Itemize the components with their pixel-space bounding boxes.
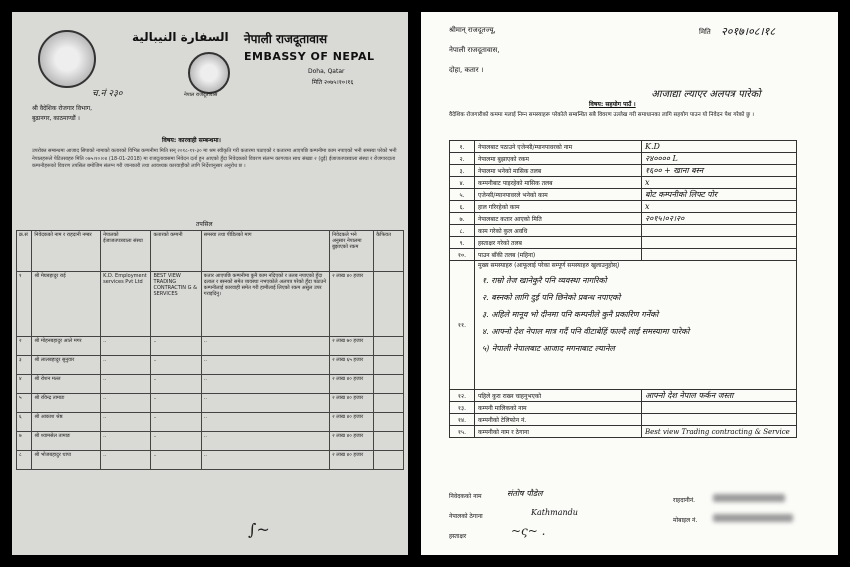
address-value[interactable]: Kathmandu	[531, 508, 578, 517]
form-row	[450, 237, 797, 249]
form-row	[450, 177, 797, 189]
form-row	[450, 153, 797, 165]
row15-value[interactable]: Best view Trading contracting & Service	[642, 426, 797, 438]
row-no: ८.	[450, 225, 475, 237]
cell-amount: २ लाख ४० हजार	[330, 413, 374, 432]
cell-problem: ..	[201, 451, 329, 470]
emblem-caption: नेपाल राजदूतावास	[184, 92, 218, 98]
row-value[interactable]: x	[642, 177, 797, 189]
cell-sn: ६	[17, 413, 32, 432]
row-no: १.	[450, 141, 475, 153]
col-remarks: कैफियत	[374, 231, 404, 272]
cell-amount: २ लाख ४० हजार	[330, 375, 374, 394]
details-table	[449, 140, 797, 438]
complaint-table	[16, 230, 404, 470]
cell-remarks	[374, 394, 404, 413]
cell-company: ..	[151, 356, 201, 375]
row-no: २.	[450, 153, 475, 165]
row-value[interactable]: K.D	[642, 141, 797, 153]
row-label: कम्पनीबाट पाइरहेको मासिक तलब	[475, 177, 642, 189]
cell-agency: ..	[101, 375, 151, 394]
signature-label: हस्ताक्षर	[449, 533, 467, 540]
to-line3: दोहा, कतार ।	[449, 66, 484, 74]
problem-line: १. राम्रो तेज खानेकुरै पनि व्यवस्था नागरिको	[482, 276, 607, 285]
letter-subject: विषय: कारवाही सम्बन्धमा।	[162, 137, 221, 144]
cell-agency: ..	[101, 394, 151, 413]
row12-no: १२.	[450, 390, 475, 402]
row13-no: १३.	[450, 402, 475, 414]
cell-amount: २ लाख ४० हजार	[330, 432, 374, 451]
cell-company: ..	[151, 432, 201, 451]
cell-agency: ..	[101, 432, 151, 451]
row12-label: पहिले कुरा राख्न चाहनुभएको	[475, 390, 642, 402]
cell-amount: २ लाख ४० हजार	[330, 451, 374, 470]
header-english: EMBASSY OF NEPAL	[244, 50, 375, 63]
cell-company: BEST VIEW TRADING CONTRACTIN G & SERVICES	[151, 272, 201, 337]
cell-agency: ..	[101, 356, 151, 375]
problems-label: मुख्य समस्याहरु (आफूलाई परेका सम्पूर्ण समस्याहरु खुलाउनुहोस्)	[478, 262, 620, 269]
cell-remarks	[374, 337, 404, 356]
row-label: नेपालबाट पठाउने एजेन्सी/म्यानपावरको नाम	[475, 141, 642, 153]
cell-remarks	[374, 413, 404, 432]
official-signature: ∫~	[248, 520, 270, 539]
cell-problem: ..	[201, 337, 329, 356]
row-value[interactable]	[642, 237, 797, 249]
mobile-label: मोबाइल नं.	[673, 517, 698, 524]
row-no: ४.	[450, 177, 475, 189]
cell-remarks	[374, 356, 404, 375]
cell-name: श्री श्यामसेल तामाङ	[32, 432, 101, 451]
cell-sn: ३	[17, 356, 32, 375]
col-agency: नेपालको ईजाजतपत्रवाला संस्था	[101, 231, 151, 272]
cell-agency: ..	[101, 451, 151, 470]
row-value[interactable]: x	[642, 201, 797, 213]
row-label: एजेन्सी/म्यानपावरले भनेको काम	[475, 189, 642, 201]
addressee-line1: श्री वैदेशिक रोजगार विभाग,	[32, 105, 93, 112]
cell-problem: ..	[201, 375, 329, 394]
letter-body: उपरोक्त सम्बन्धमा आजाद सिपाको नामाको कतारको विभिन्न कम्पनीमा मिति सन् २०१८-११-३० मा श्रम स्वीकृति गरी कतारमा पठाएको र कतारमा आएपछि कम्पनीमा काम नपाएको भनी समस्या परेको भनी नेपालहरूले पेटितसाहरु मिति ०७५।१०।०४ (18-01-2018) मा राजदूतावासमा निवेदन दर्ता हुन आएको हुँदा निवेदकको विवरण संलग्न कागजात साथ संख्या २ (दुई) ईजाजतपत्रवाला संस्था र रोजगारदाता कम्पनीहरूको विवरण तपसिल बमोजिम संलग्न गरी जानकारी तथा आवश्यक कारवाहीको लागि निर्देशानुसार अनुरोध छ ।	[32, 148, 397, 169]
row-no: ३.	[450, 165, 475, 177]
form-row	[450, 213, 797, 225]
cell-remarks	[374, 375, 404, 394]
cell-amount: २ लाख ४० हजार	[330, 272, 374, 337]
problem-line: ४. आफ्नो देश नेपाल मात्र गर्दै पनि वीटाबेहिं फाल्दै लाई समस्यामा पारेको	[482, 327, 690, 336]
form-row	[450, 201, 797, 213]
table-row	[17, 272, 404, 337]
cell-problem: ..	[201, 356, 329, 375]
row-no: ६.	[450, 201, 475, 213]
cell-problem: ..	[201, 432, 329, 451]
table-row	[17, 337, 404, 356]
row-no: १०.	[450, 249, 475, 261]
row15-no: १५.	[450, 426, 475, 438]
addressee-line2: बुढानगर, काठमाण्डौं ।	[32, 115, 80, 122]
cell-problem: कतार आएपछि कम्पनीमा कुनै काम नदिएको र तलब नपाएको हुँदा दलाल र बस्नको समेत व्यवस्था नभएकोले अलपत्र परेको हुँदा पठाउने कम्पनीलाई कारवाही समेत गरी हामीलाई लिएको रकम असुल उपर गराइदिनु।	[201, 272, 329, 337]
cell-amount: २ लाख ६५ हजार	[330, 356, 374, 375]
problem-line: ५) नेपाली नेपालबाट आजाद मगनाबाट ल्यानेल	[482, 344, 615, 353]
row14-label: कम्पनीको टेलिफोन नं.	[475, 414, 642, 426]
row-value[interactable]	[642, 249, 797, 261]
form-row	[450, 189, 797, 201]
row-label: काम गरेको कुल अवधि	[475, 225, 642, 237]
cell-remarks	[374, 272, 404, 337]
table-row	[17, 356, 404, 375]
nepal-emblem-left	[38, 30, 96, 88]
row15-label: कम्पनीको नाम र ठेगाना	[475, 426, 642, 438]
col-company: कतारको कम्पनी	[151, 231, 201, 272]
location: Doha, Qatar	[308, 68, 345, 75]
table-row	[17, 413, 404, 432]
row-value[interactable]	[642, 225, 797, 237]
form-row	[450, 165, 797, 177]
cell-amount: २ लाख ४० हजार	[330, 394, 374, 413]
row12-value[interactable]: आफ्नो देश नेपाल फर्कन जस्ता	[642, 390, 797, 402]
col-name: निवेदकको नाम र राहदानी नम्बर	[32, 231, 101, 272]
problems-list	[478, 275, 793, 354]
cell-name: श्री लालबहादुर सुनुवार	[32, 356, 101, 375]
tapsil-label: तपसिल	[196, 221, 213, 228]
cell-agency: ..	[101, 337, 151, 356]
row-value[interactable]: २४०००० L	[642, 153, 797, 165]
col-problem: समस्या तथा पीडितको माग	[201, 231, 329, 272]
problems-cell	[475, 261, 797, 390]
row-value[interactable]: १६०० + खाना बस्न	[642, 165, 797, 177]
problem-line: ३. अहिले मानूव भो दीनमा पनि कम्पनीले कुनै प्रकारिण गर्नेको	[482, 310, 659, 319]
cell-sn: १	[17, 272, 32, 337]
handwritten-subject: आजाद्या ल्याएर अलपत्र पारेको	[651, 89, 761, 100]
cell-sn: ४	[17, 375, 32, 394]
form-subject: विषय: सहयोग पाउँ ।	[589, 101, 636, 108]
row-value[interactable]: २०१५।०२।२०	[642, 213, 797, 225]
cell-amount: २ लाख ७० हजार	[330, 337, 374, 356]
applicant-label: निवेदकको नाम	[449, 493, 482, 500]
applicant-value[interactable]: संतोष पौडेल	[507, 489, 543, 498]
form-row	[450, 249, 797, 261]
cell-sn: २	[17, 337, 32, 356]
embassy-letter	[12, 12, 408, 555]
cell-company: ..	[151, 337, 201, 356]
ref-number: च.नं २३०	[92, 89, 123, 99]
to-line2: नेपाली राजदूतावास,	[449, 46, 500, 54]
cell-company: ..	[151, 375, 201, 394]
date-label: मिति	[699, 28, 711, 36]
row13-value[interactable]	[642, 402, 797, 414]
row-no: ७.	[450, 213, 475, 225]
date-value: २०१७।०८।१८	[721, 25, 776, 38]
header-arabic: السفارة النيبالية	[132, 30, 229, 44]
cell-remarks	[374, 432, 404, 451]
cell-sn: ५	[17, 394, 32, 413]
row14-no: १४.	[450, 414, 475, 426]
row13-label: कम्पनी मालिकको नाम	[475, 402, 642, 414]
cell-name: श्री मोहनबहादुर आले मगर	[32, 337, 101, 356]
applicant-signature: ~ς~ .	[511, 524, 546, 538]
letter-date: मिति २०७५।१०।१६	[312, 79, 354, 86]
cell-sn: ७	[17, 432, 32, 451]
row-label: नेपालबाट कतार आएको मिति	[475, 213, 642, 225]
form-intro: वैदेशिक रोजगारीको कममा मलाई निम्न समस्याहरू परेकोले सम्बन्धित सबै विवरण उल्लेख गरी समाधानका लागि सहयोग पाउन यो निवेदन पेश गरेको छु ।	[449, 112, 754, 118]
row-label: हाल गरिरहेको काम	[475, 201, 642, 213]
table-row	[17, 451, 404, 470]
table-row	[17, 375, 404, 394]
passport-redacted	[713, 494, 785, 502]
row-value[interactable]: बोट कम्पनीको लिफ्ट पोर	[642, 189, 797, 201]
row-no: ९.	[450, 237, 475, 249]
cell-name: श्री आकाश श्रेष्ठ	[32, 413, 101, 432]
cell-company: ..	[151, 451, 201, 470]
col-amount: निवेदकले भने अनुसार नेपालमा बुझाएको रकम	[330, 231, 374, 272]
row14-value[interactable]	[642, 414, 797, 426]
row-label: नेपालमा बुझाएको रकम	[475, 153, 642, 165]
to-line1: श्रीमान् राजदूतज्यू,	[449, 26, 496, 34]
row11-no: ११.	[450, 261, 475, 390]
passport-label: राहदानीनं.	[673, 497, 696, 504]
table-row	[17, 394, 404, 413]
col-sn: क्र.सं	[17, 231, 32, 272]
cell-agency: K.D. Employment services Pvt Ltd	[101, 272, 151, 337]
table-row	[17, 432, 404, 451]
mobile-redacted	[713, 514, 793, 522]
cell-agency: ..	[101, 413, 151, 432]
cell-name: श्री रोशन मल्ल	[32, 375, 101, 394]
cell-problem: ..	[201, 413, 329, 432]
cell-remarks	[374, 451, 404, 470]
cell-sn: ८	[17, 451, 32, 470]
row-label: नेपालमा भनेको मासिक तलब	[475, 165, 642, 177]
row-label: पाउन बाँकी तलब (महिना)	[475, 249, 642, 261]
application-form	[421, 12, 838, 555]
embassy-stamp	[188, 52, 230, 94]
cell-company: ..	[151, 413, 201, 432]
cell-name: श्री भोजबहादुर थापा	[32, 451, 101, 470]
cell-problem: ..	[201, 394, 329, 413]
address-label: नेपालको ठेगाना	[449, 513, 483, 520]
form-row	[450, 141, 797, 153]
problem-line: २. बस्नको लागि दुई पनि छिनेको प्रबन्ध नपाएको	[482, 293, 621, 302]
cell-name: श्री मेघबहादुर राई	[32, 272, 101, 337]
header-nepali: नेपाली राजदूतावास	[244, 32, 328, 46]
form-row	[450, 225, 797, 237]
cell-name: श्री रविन्द्र तामाङ	[32, 394, 101, 413]
cell-company: ..	[151, 394, 201, 413]
row-label: हस्ताक्षर गरेको तलब	[475, 237, 642, 249]
row-no: ५.	[450, 189, 475, 201]
